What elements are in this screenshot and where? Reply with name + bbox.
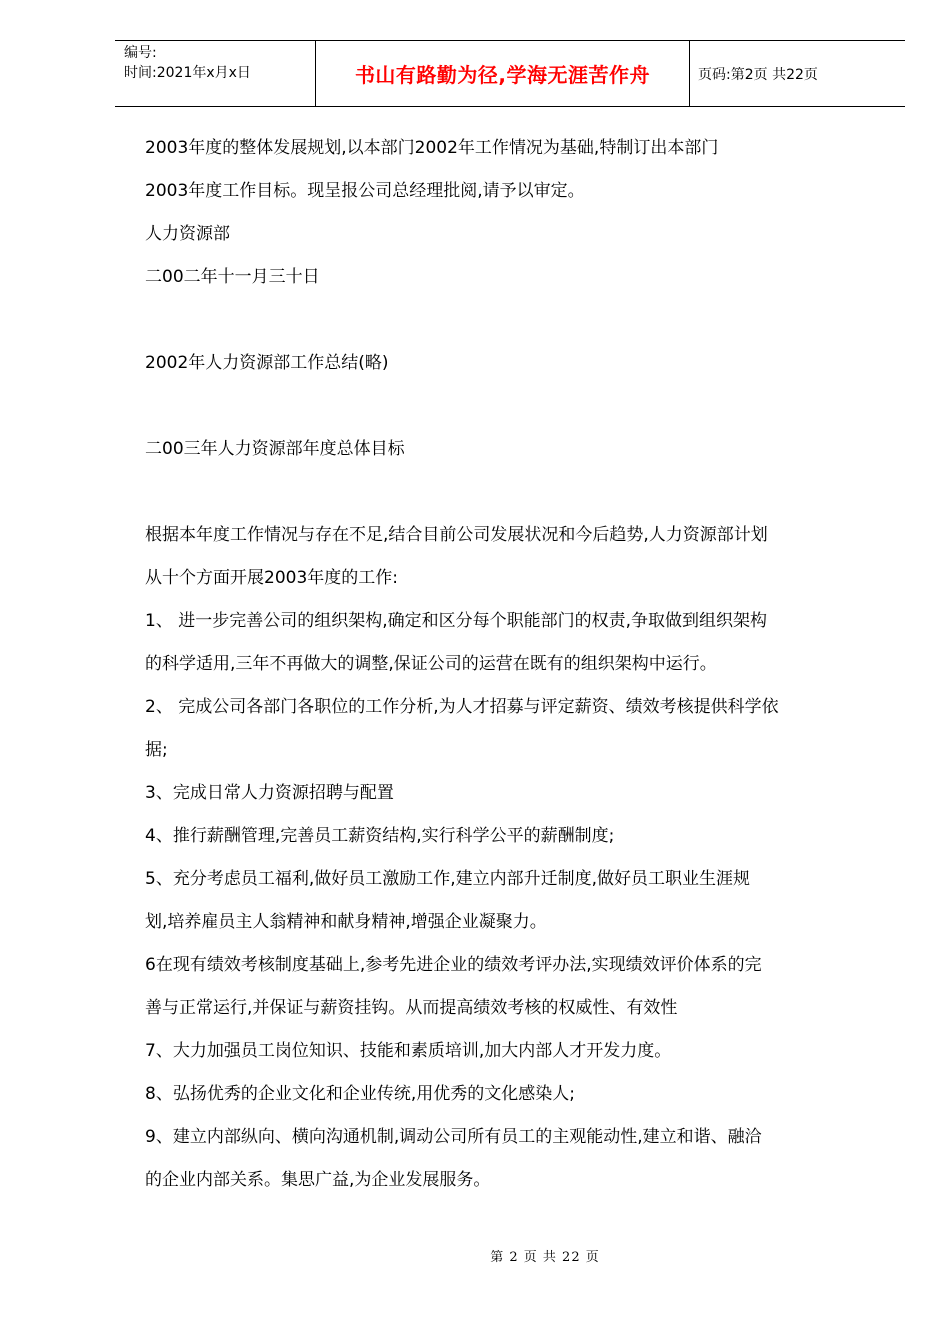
blank-line bbox=[145, 299, 880, 342]
list-item-3: 3、完成日常人力资源招聘与配置 bbox=[145, 783, 394, 803]
body-line: 2003年度的整体发展规划,以本部门2002年工作情况为基础,特制订出本部门 bbox=[145, 138, 719, 158]
page-footer bbox=[0, 1246, 950, 1265]
body-line: 从十个方面开展2003年度的工作: bbox=[145, 568, 398, 588]
header-page-label: 页码:第2页 共22页 bbox=[698, 66, 818, 83]
page-header bbox=[115, 40, 905, 107]
header-motto-cell bbox=[316, 41, 690, 106]
body-line: 2003年度工作目标。现呈报公司总经理批阅,请予以审定。 bbox=[145, 181, 585, 201]
body-line: 根据本年度工作情况与存在不足,结合目前公司发展状况和今后趋势,人力资源部计划 bbox=[145, 525, 768, 545]
section-heading-goals: 二00三年人力资源部年度总体目标 bbox=[145, 439, 405, 459]
list-item-1-cont: 的科学适用,三年不再做大的调整,保证公司的运营在既有的组织架构中运行。 bbox=[145, 654, 717, 674]
list-item-1: 1、 进一步完善公司的组织架构,确定和区分每个职能部门的权责,争取做到组织架构 bbox=[145, 611, 768, 631]
department-signature: 人力资源部 bbox=[145, 224, 230, 244]
blank-line bbox=[145, 471, 880, 514]
code-label: 编号: bbox=[124, 45, 157, 61]
motto-text: 书山有路勤为径,学海无涯苦作舟 bbox=[354, 63, 651, 87]
header-meta-cell bbox=[115, 41, 316, 106]
list-item-4: 4、推行薪酬管理,完善员工薪资结构,实行科学公平的薪酬制度; bbox=[145, 826, 615, 846]
list-item-2: 2、 完成公司各部门各职位的工作分析,为人才招募与评定薪资、绩效考核提供科学依 bbox=[145, 697, 779, 717]
list-item-6-cont: 善与正常运行,并保证与薪资挂钩。从而提高绩效考核的权威性、有效性 bbox=[145, 998, 678, 1018]
header-page-cell bbox=[690, 41, 905, 106]
signature-date: 二00二年十一月三十日 bbox=[145, 267, 320, 287]
list-item-9: 9、建立内部纵向、横向沟通机制,调动公司所有员工的主观能动性,建立和谐、融洽 bbox=[145, 1127, 762, 1147]
blank-line bbox=[145, 385, 880, 428]
document-body bbox=[145, 127, 880, 1202]
section-heading-summary: 2002年人力资源部工作总结(略) bbox=[145, 353, 389, 373]
list-item-5-cont: 划,培养雇员主人翁精神和献身精神,增强企业凝聚力。 bbox=[145, 912, 547, 932]
list-item-9-cont: 的企业内部关系。集思广益,为企业发展服务。 bbox=[145, 1170, 491, 1190]
list-item-7: 7、大力加强员工岗位知识、技能和素质培训,加大内部人才开发力度。 bbox=[145, 1041, 672, 1061]
list-item-8: 8、弘扬优秀的企业文化和企业传统,用优秀的文化感染人; bbox=[145, 1084, 575, 1104]
list-item-2-cont: 据; bbox=[145, 740, 168, 760]
time-label: 时间:2021年x月x日 bbox=[124, 65, 251, 81]
list-item-6: 6在现有绩效考核制度基础上,参考先进企业的绩效考评办法,实现绩效评价体系的完 bbox=[145, 955, 762, 975]
footer-page-number: 第 2 页 共 22 页 bbox=[490, 1250, 600, 1265]
list-item-5: 5、充分考虑员工福利,做好员工激励工作,建立内部升迁制度,做好员工职业生涯规 bbox=[145, 869, 751, 889]
